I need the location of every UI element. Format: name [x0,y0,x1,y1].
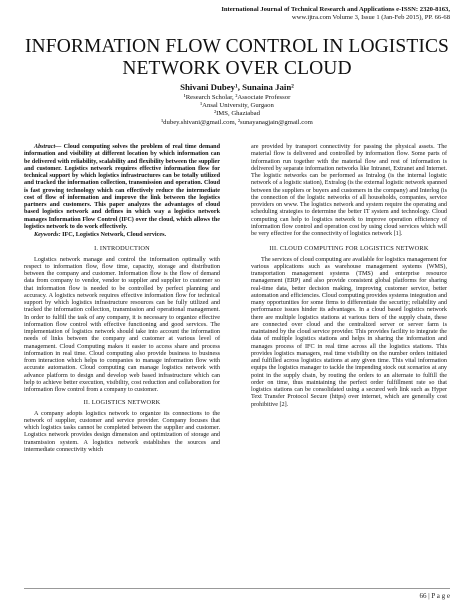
keywords-lead: Keywords: [34,232,61,238]
introduction-paragraph: Logistics network manage and control the information optimally with respect to information flow, flow time, capacity, storage and distribution between the company and customer. Information flow is the flow of demand data from company to vendor, vendor to supplier and supplier to customer so that information flow is needed to be controlled by perfect planning and accuracy. A logistics network requires effective information flow for technical support by which logistics infrastructure resources can be fully utilized and tracked the information collection, transmission and operational management. In order to fulfill the task of any company, it is necessary to organize effective information flow control with effective functioning and good services. The implementation of logistics network should take into account the information needs of links between the company and customer at various level of management. Cloud Computing makes it easier to access share and process information in real time. Cloud computing also provide business to business from interaction which helps to companies to manage information flow with accurate automation. Cloud computing can manage logistics network with advance platform to design and develop web based infrastructure which can help to achieve better execution, visibility, cost reduction and collaboration for information flow control from a company to customer. [24,256,220,393]
affiliation-2: ²IMS, Ghaziabad [214,110,260,118]
affiliations [0,94,474,127]
continued-paragraph: are provided by transport connectivity for passing the physical assets. The material flow is delivered and controlled by information flow. Some parts of information run together with the material flow and rest of information is delivered by separate information networks like Intranet, Extranet and Internet. The logistic networks can be performed as Intralog (is the internal logistic network of a logistic station), Extralog (is the external logistic network spanned between the suppliers or buyers and customers in the company) and Interlog (is the connection of the logistic networks of all households, companies, service providers on www. The logistics network and system require the operating and scheduling strategies to determine the better IT system and technology. Cloud computing can help to logistics network to improve operation efficiency of information flow control and operation cost by using cloud services which will be very effective for the connectivity of logistics network [1]. [251,144,447,237]
affiliation-roles: ¹Research Scholar, ²Associate Professor [183,94,291,101]
affiliation-1: ¹Ansal University, Gurgaon [200,102,274,110]
abstract-text: Cloud computing solves the problem of real time demand information and visibility at different location by which information can be delivered with reliability, scalability and flexibility between the supplier and customer. Logistics network requires effective information flow for technical support by which logistics infrastructures can be totally utilized and tracked the information collection, transmission and operation. Cloud is fast growing technology which can effectively reduce the intermediate cost of flow of information and improve the link between the logistics partners and customers. This paper analyzes the advantages of cloud based logistics network and defines in which way a logistics network manages Information Flow Control (IFC) over the cloud, which allows the logistics network to do work effectively. [24,144,220,230]
keywords [24,232,220,239]
author-emails: ¹dubey.shivani@gmail.com, ²sunayanagjain@gmail.com [161,118,313,126]
title-line-1: INFORMATION FLOW CONTROL IN LOGISTICS [24,36,450,57]
page-number: 66 | P a g e [419,592,450,600]
journal-header [221,6,450,22]
section-heading-cloud-computing: III. CLOUD COMPUTING FOR LOGISTICS NETWORK [269,245,429,253]
paper-title [0,36,474,80]
journal-line-2: www.ijtra.com Volume 3, Issue 1 (Jan-Feb 2015), PP. 66-68 [291,14,450,21]
section-heading-introduction: I. INTRODUCTION [94,245,150,253]
cloud-computing-paragraph: The services of cloud computing are available for logistics management for various applications such as warehouse management systems (WMS), transportation management systems (TMS) and enterprise resource management (ERP) and also provide consistent global platforms for sharing real-time data, better decision making, improving customer service, better automation and efficiencies. Cloud computing provides systems integration and many opportunities for some firms to differentiate the security; reliability and performance issues hinder its advantages. In a cloud based logistics network there are multiple logistics stations at various tiers of the supply chain, these are connected over cloud and the centralized server or server farm is maintained by the cloud service provider. This provides facility to integrate the data of multiple logistics stations and helps in sharing the information and manages process of IFC in real time across all the logistics stations. This provides logistics managers, real time visibility on the number orders initiated and fulfilled across logistics stations at any given time. This vital information equips the logistics manager to tackle the impending stock out scenarios at any point in the supply chain, by routing the orders to an alternate to fulfill the order on time, thus maintaining the perfect order fulfillment rate so that logistics stations can be consolidated using a secured web link such as Hyper Text Transfer Protocol Secure (https) over internet, which are generally cost prohibitive [2]. [251,256,447,408]
section-heading-logistics-network: II. LOGISTICS NETWORK [83,399,161,407]
right-column [251,144,447,409]
abstract [24,144,220,231]
footer-divider [24,588,450,589]
abstract-lead: Abstract— [34,144,62,150]
journal-line-1: International Journal of Technical Research and Applications e-ISSN: 2320-8163, [221,6,450,13]
logistics-network-paragraph: A company adopts logistics network to organize its connections to the network of supplier, customer and service provider. Company focuses that which logistics tasks cannot be completed between the supplier and customer. Logistics network provides design dimension and optimization of storage and transmission system. A logistics network establishes the sources and intermediate connectivity which [24,410,220,453]
title-line-2: NETWORK OVER CLOUD [122,58,352,79]
left-column [24,144,220,454]
authors: Shivani Dubey¹, Sunaina Jain² [180,82,294,92]
keywords-text: IFC, Logistics Network, Cloud services. [60,232,167,238]
